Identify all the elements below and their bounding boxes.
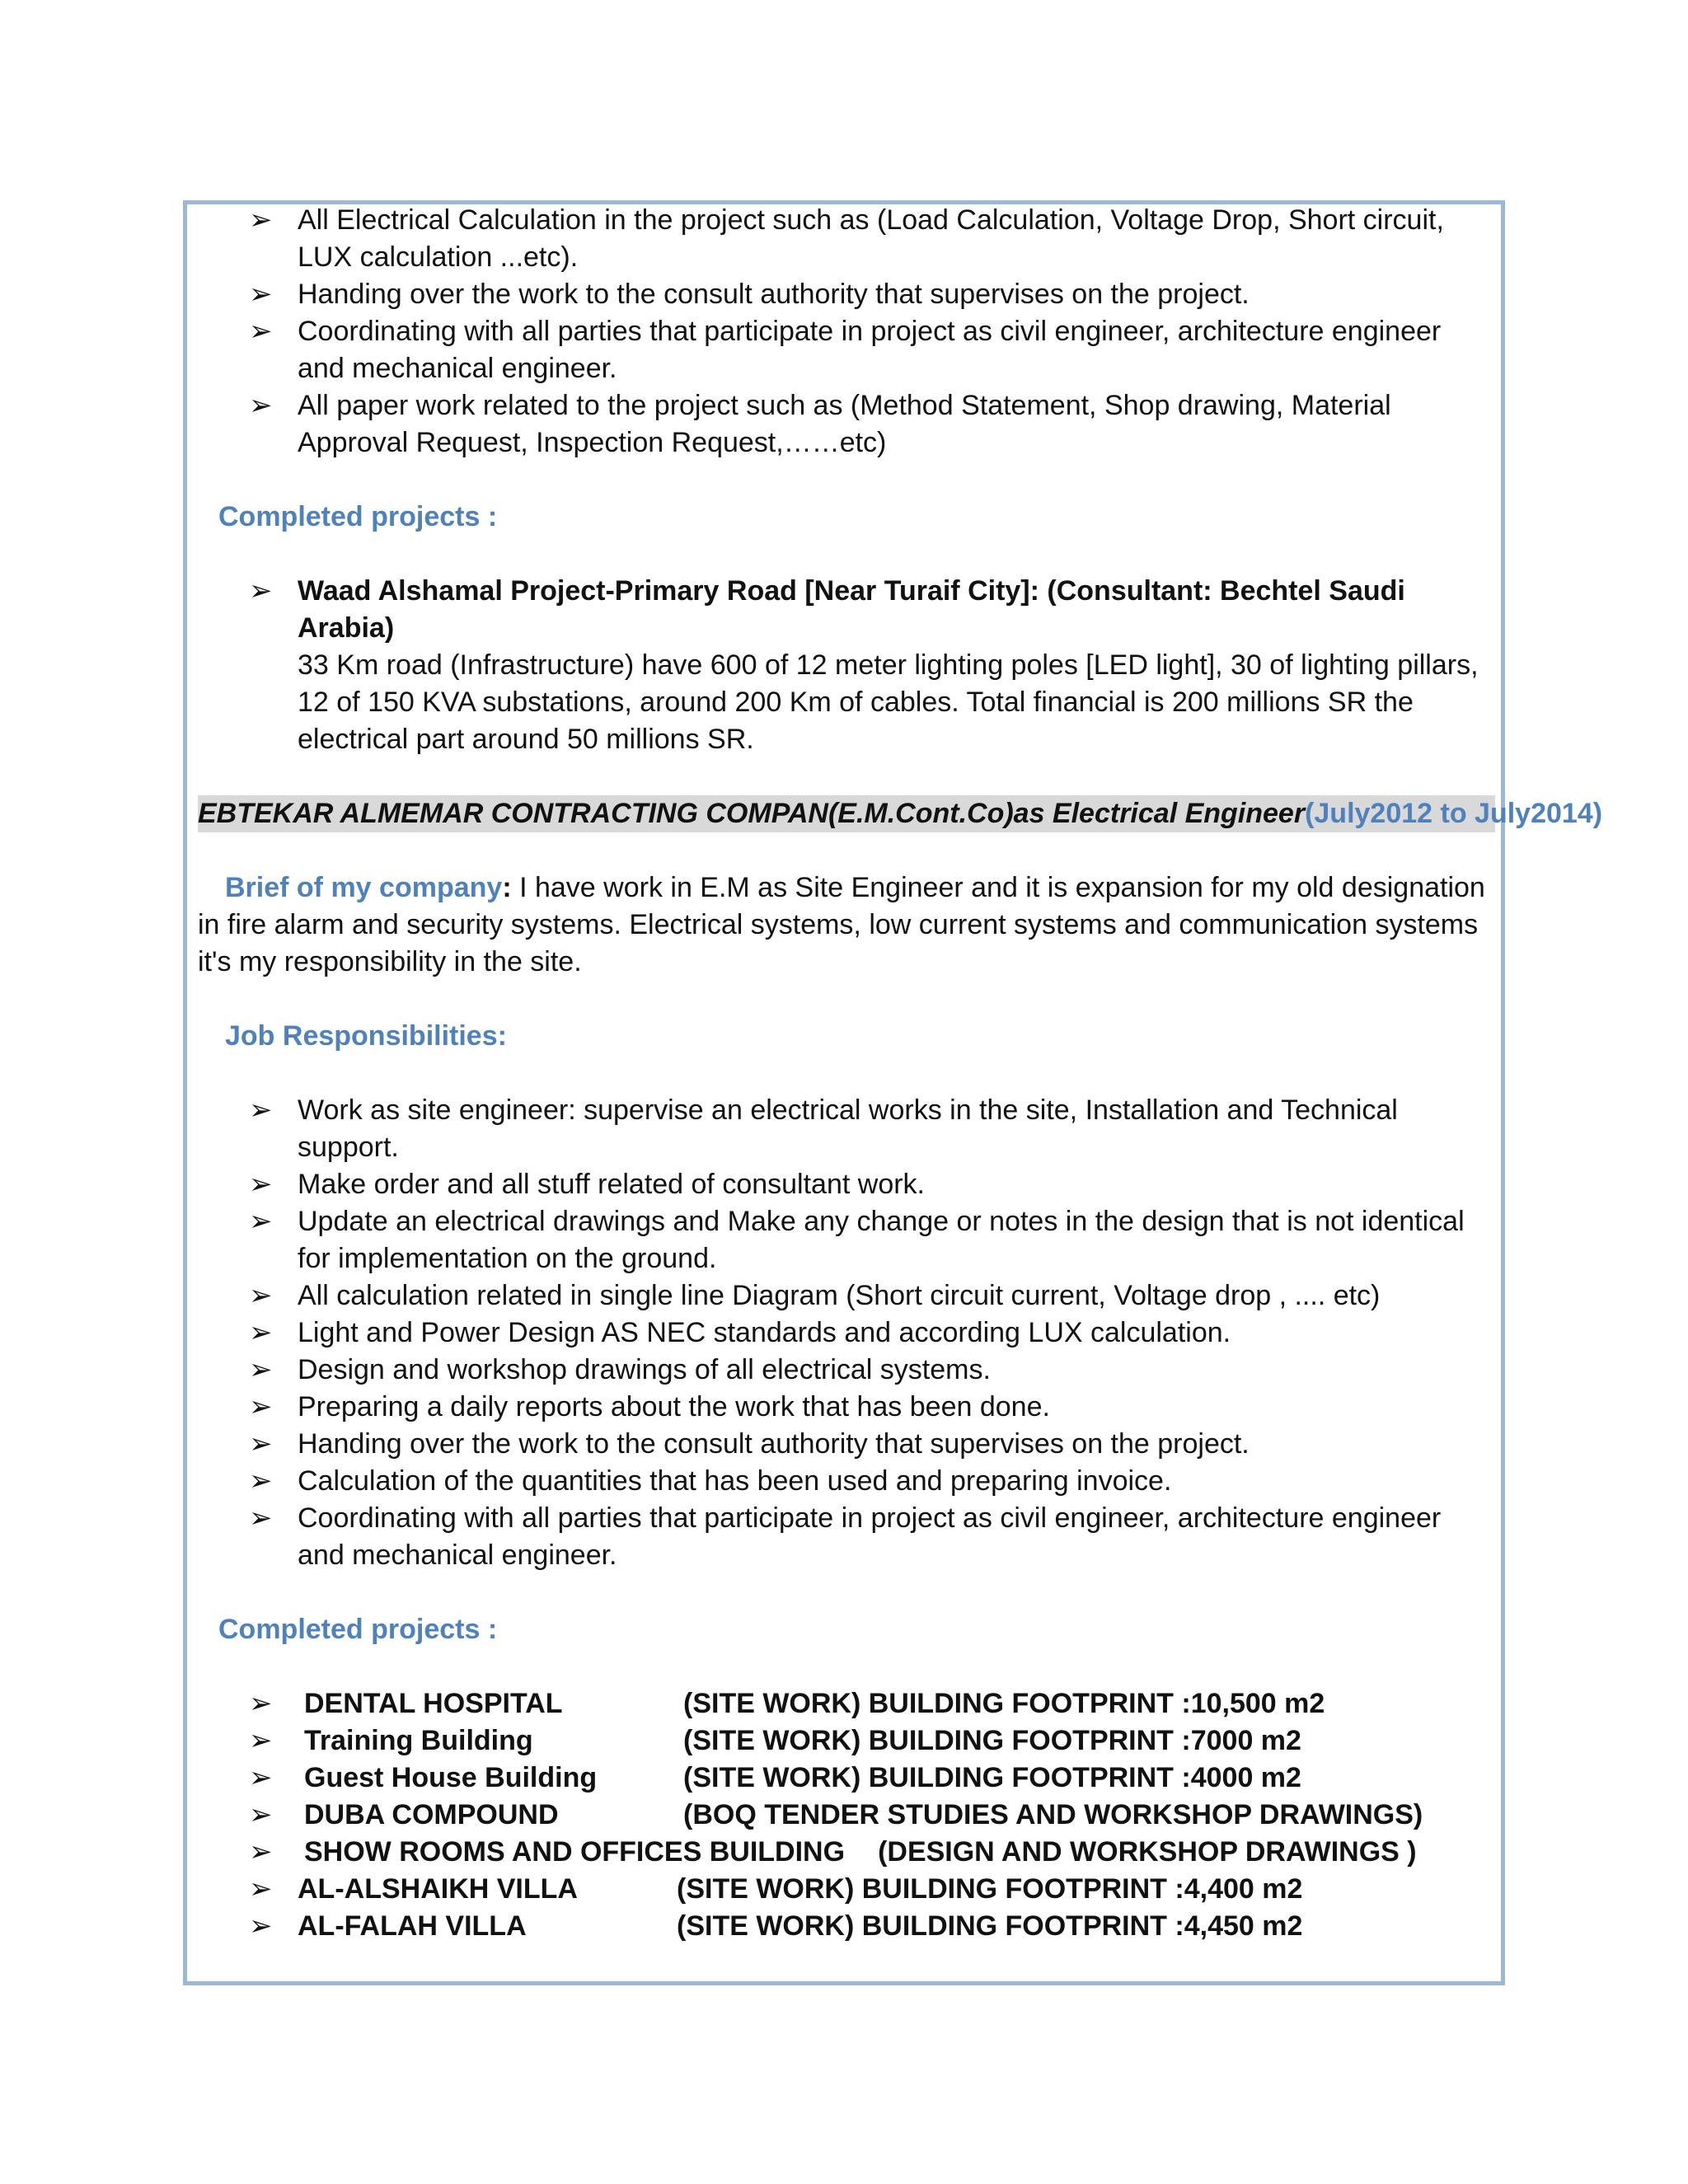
arrow-bullet-icon: ➢ — [249, 1910, 273, 1942]
arrow-bullet-icon: ➢ — [249, 390, 273, 421]
arrow-bullet-icon: ➢ — [249, 1688, 273, 1719]
arrow-bullet-icon: ➢ — [249, 1799, 273, 1830]
employment-period: (July2012 to July2014) — [1305, 798, 1603, 829]
list-item: ➢ Coordinating with all parties that participate in project as civil engineer, architecture engineer and mechanical engineer. — [198, 1500, 1492, 1574]
arrow-bullet-icon: ➢ — [249, 1094, 273, 1126]
arrow-bullet-icon: ➢ — [249, 1280, 273, 1311]
project-detail: (DESIGN AND WORKSHOP DRAWINGS ) — [878, 1836, 1417, 1868]
completed-projects-list — [198, 1685, 1492, 1945]
brief-text: I have work in E.M as Site Engineer and it is expansion for my old designation in fire alarm and security systems. Electrical systems, low current systems and communication systems it's my responsibility in the site. — [198, 872, 1485, 977]
project-detail: (SITE WORK) BUILDING FOOTPRINT :4,450 m2 — [677, 1910, 1303, 1942]
list-item — [198, 573, 1492, 758]
employer-banner — [198, 795, 1603, 832]
project-name: AL-FALAH VILLA — [298, 1910, 527, 1942]
job-responsibilities-heading: Job Responsibilities: — [225, 1020, 507, 1052]
project-name: DENTAL HOSPITAL — [304, 1688, 563, 1719]
completed-projects-heading: Completed projects : — [218, 1614, 498, 1645]
list-item: ➢ Handing over the work to the consult authority that supervises on the project. — [198, 276, 1492, 313]
project-name: Training Building — [304, 1725, 533, 1756]
project-detail: (SITE WORK) BUILDING FOOTPRINT :10,500 m2 — [683, 1688, 1325, 1719]
project-name: Guest House Building — [304, 1762, 598, 1793]
list-item — [198, 1760, 1492, 1797]
list-item — [198, 1797, 1492, 1834]
arrow-bullet-icon: ➢ — [249, 1873, 273, 1905]
resume-page — [198, 202, 1603, 1945]
brief-label: Brief of my company — [225, 872, 503, 903]
arrow-bullet-icon: ➢ — [249, 316, 273, 347]
arrow-bullet-icon: ➢ — [249, 575, 273, 607]
list-item — [198, 1908, 1492, 1945]
company-brief: Brief of my company: I have work in E.M as Site Engineer and it is expansion for my old designation in fire alarm and security systems. Electrical systems, low current systems and communication systems it's my responsibility in the site. — [198, 872, 1485, 977]
arrow-bullet-icon: ➢ — [249, 1317, 273, 1348]
arrow-bullet-icon: ➢ — [249, 1428, 273, 1460]
arrow-bullet-icon: ➢ — [249, 279, 273, 310]
list-item: ➢ Light and Power Design AS NEC standards and according LUX calculation. — [198, 1315, 1492, 1352]
arrow-bullet-icon: ➢ — [249, 204, 273, 236]
list-item: ➢ Update an electrical drawings and Make any change or notes in the design that is not identical for implementation on the ground. — [198, 1203, 1492, 1277]
responsibilities-list — [198, 1092, 1492, 1574]
list-item — [198, 1871, 1492, 1908]
project-detail: (SITE WORK) BUILDING FOOTPRINT :4,400 m2 — [677, 1873, 1303, 1905]
list-item: ➢ Coordinating with all parties that participate in project as civil engineer, architecture engineer and mechanical engineer. — [198, 313, 1492, 387]
arrow-bullet-icon: ➢ — [249, 1206, 273, 1237]
project-detail: (BOQ TENDER STUDIES AND WORKSHOP DRAWINGS) — [683, 1799, 1423, 1830]
project-name: AL-ALSHAIKH VILLA — [298, 1873, 578, 1905]
completed-projects-heading: Completed projects : — [218, 501, 498, 532]
list-item — [198, 1834, 1492, 1871]
arrow-bullet-icon: ➢ — [249, 1502, 273, 1534]
employer-name: EBTEKAR ALMEMAR CONTRACTING COMPAN(E.M.Cont.Co)as Electrical Engineer — [198, 798, 1306, 829]
arrow-bullet-icon: ➢ — [249, 1725, 273, 1756]
arrow-bullet-icon: ➢ — [249, 1391, 273, 1422]
list-item: ➢ Preparing a daily reports about the work that has been done. — [198, 1389, 1492, 1426]
list-item: ➢ Make order and all stuff related of consultant work. — [198, 1166, 1492, 1203]
project-description: 33 Km road (Infrastructure) have 600 of 12 meter lighting poles [LED light], 30 of lighting pillars, 12 of 150 KVA substations, around 200 Km of cables. Total financial is 200 millions SR the electrical part around 50 millions SR. — [298, 649, 1479, 755]
list-item — [198, 1722, 1492, 1760]
project-name: DUBA COMPOUND — [304, 1799, 559, 1830]
arrow-bullet-icon: ➢ — [249, 1836, 273, 1868]
responsibilities-list-top — [198, 202, 1492, 462]
project-list-1 — [198, 573, 1492, 758]
arrow-bullet-icon: ➢ — [249, 1169, 273, 1200]
project-title: Waad Alshamal Project-Primary Road [Near Turaif City]: (Consultant: Bechtel Saudi Arabia) — [298, 575, 1405, 644]
list-item: ➢ All Electrical Calculation in the project such as (Load Calculation, Voltage Drop, Short circuit, LUX calculation ...etc). — [198, 202, 1492, 276]
list-item: ➢ Calculation of the quantities that has been used and preparing invoice. — [198, 1463, 1492, 1500]
arrow-bullet-icon: ➢ — [249, 1762, 273, 1793]
list-item: ➢ Handing over the work to the consult authority that supervises on the project. — [198, 1426, 1492, 1463]
project-detail: (SITE WORK) BUILDING FOOTPRINT :4000 m2 — [683, 1762, 1301, 1793]
list-item — [198, 1685, 1492, 1722]
list-item: ➢ All calculation related in single line Diagram (Short circuit current, Voltage drop , .... etc) — [198, 1277, 1492, 1315]
project-name: SHOW ROOMS AND OFFICES BUILDING — [304, 1836, 846, 1868]
list-item: ➢ All paper work related to the project such as (Method Statement, Shop drawing, Material Approval Request, Inspection Request,……etc) — [198, 387, 1492, 462]
project-detail: (SITE WORK) BUILDING FOOTPRINT :7000 m2 — [683, 1725, 1301, 1756]
arrow-bullet-icon: ➢ — [249, 1465, 273, 1497]
list-item: ➢ Design and workshop drawings of all electrical systems. — [198, 1352, 1492, 1389]
arrow-bullet-icon: ➢ — [249, 1354, 273, 1385]
list-item: ➢ Work as site engineer: supervise an electrical works in the site, Installation and Technical support. — [198, 1092, 1492, 1166]
